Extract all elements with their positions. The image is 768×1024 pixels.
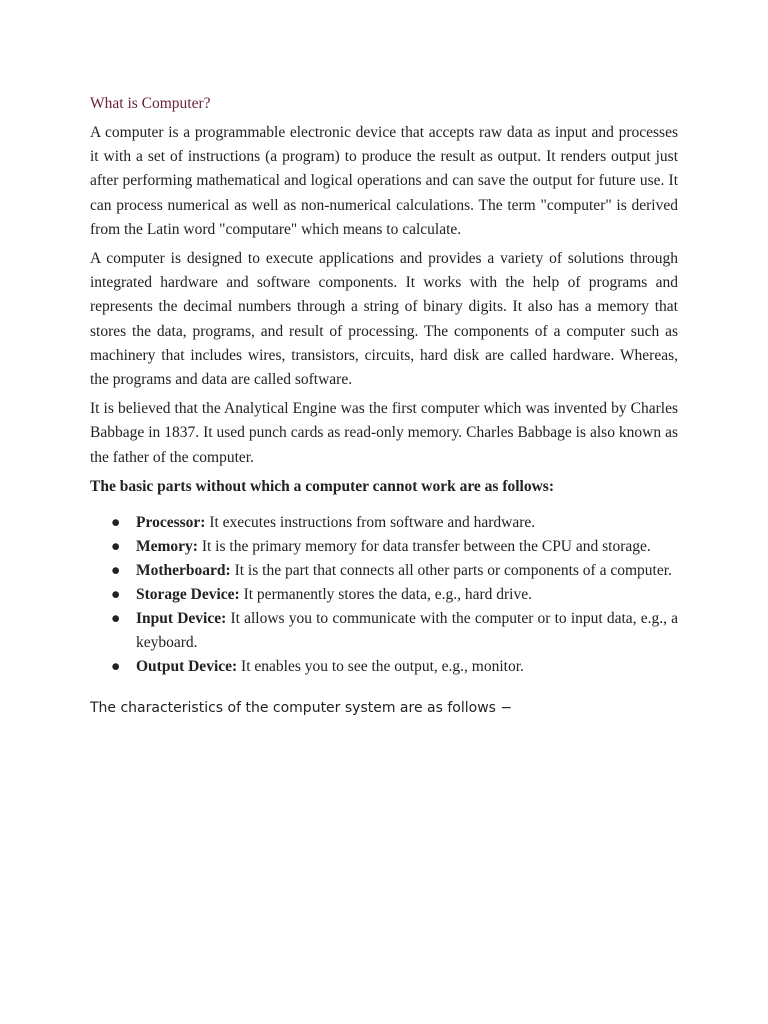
part-name: Memory: — [136, 537, 198, 555]
paragraph-history: It is believed that the Analytical Engine was the first computer which was invented by Charles Babbage in 1837. It used punch cards as read-only memory. Charles Babbage is also known as the father of the computer. — [90, 400, 678, 466]
part-description: It allows you to communicate with the computer or to input data, e.g., a keyboard. — [136, 609, 679, 651]
parts-list — [90, 511, 678, 679]
list-item — [90, 559, 678, 583]
page-title: What is Computer? — [90, 95, 211, 112]
paragraph-definition: A computer is a programmable electronic device that accepts raw data as input and processes it with a set of instructions (a program) to produce the result as output. It renders output just after performing mathematical and logical operations and can save the output for future use. It can process numerical as well as non-numerical calculations. The term "computer" is derived from the Latin word "computare" which means to calculate. — [90, 124, 678, 238]
part-name: Storage Device: — [136, 585, 240, 603]
document-page — [90, 92, 678, 719]
part-name: Input Device: — [136, 609, 227, 627]
list-item — [90, 535, 678, 559]
bullet-icon: ● — [111, 513, 121, 531]
bullet-icon: ● — [111, 585, 121, 603]
part-name: Motherboard: — [136, 561, 231, 579]
bullet-icon: ● — [111, 609, 121, 627]
closing-line: The characteristics of the computer system are as follows − — [90, 699, 513, 716]
part-description: It is the part that connects all other parts or components of a computer. — [230, 561, 672, 579]
paragraph-design: A computer is designed to execute applications and provides a variety of solutions through integrated hardware and software components. It works with the help of programs and represents the decimal numbers through a string of binary digits. It also has a memory that stores the data, programs, and result of processing. The components of a computer such as machinery that includes wires, transistors, circuits, hard disk are called hardware. Whereas, the programs and data are called software. — [90, 250, 678, 389]
part-name: Output Device: — [136, 657, 238, 675]
part-description: It executes instructions from software and hardware. — [205, 513, 536, 531]
bullet-icon: ● — [111, 657, 121, 675]
list-item — [90, 583, 678, 607]
list-item — [90, 607, 678, 655]
part-description: It enables you to see the output, e.g., monitor. — [237, 657, 524, 675]
bullet-icon: ● — [111, 537, 121, 555]
part-description: It permanently stores the data, e.g., hard drive. — [239, 585, 532, 603]
part-name: Processor: — [136, 513, 206, 531]
list-item — [90, 511, 678, 535]
list-item — [90, 655, 678, 679]
parts-intro: The basic parts without which a computer cannot work are as follows: — [90, 477, 555, 495]
part-description: It is the primary memory for data transfer between the CPU and storage. — [197, 537, 651, 555]
bullet-icon: ● — [111, 561, 121, 579]
